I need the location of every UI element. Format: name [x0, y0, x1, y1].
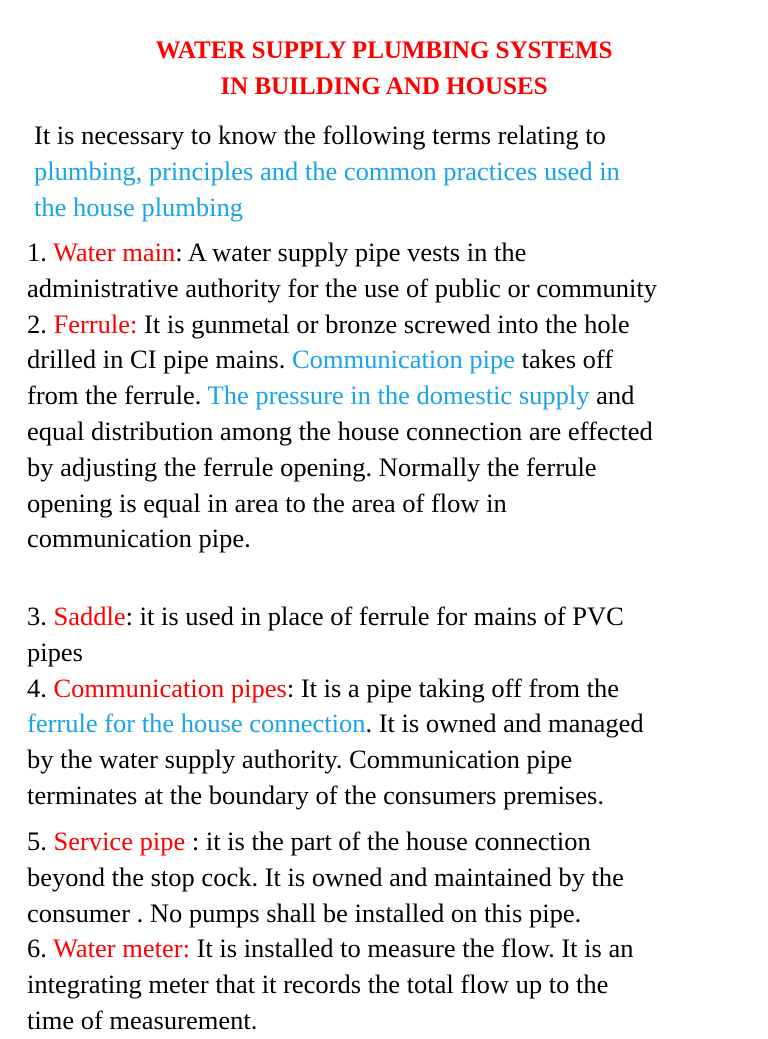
item-text-line	[27, 706, 757, 742]
item-text-line: terminates at the boundary of the consumers premises.	[27, 779, 604, 810]
item-text: It is installed to measure the flow. It is an	[189, 933, 634, 964]
item-text-line: time of measurement.	[27, 1004, 258, 1035]
item-text-line: integrating meter that it records the total flow up to the	[27, 969, 609, 1000]
item-text-line	[27, 378, 757, 414]
document-title-line-1: WATER SUPPLY PLUMBING SYSTEMS	[155, 37, 613, 64]
item-text: It is gunmetal or bronze screwed into the hole	[137, 308, 630, 339]
terms-section-2	[27, 599, 757, 814]
item-saddle	[27, 599, 757, 635]
item-text: : it is used in place of ferrule for mains of PVC	[125, 601, 624, 631]
item-text: . It is owned and managed	[365, 708, 644, 739]
document-title-line-2: IN BUILDING AND HOUSES	[220, 73, 548, 100]
item-water-main	[27, 235, 757, 271]
term-water-meter: Water meter:	[53, 933, 190, 964]
intro-line: It is necessary to know the following terms relating to	[34, 120, 606, 150]
term-communication-pipes: Communication pipes	[53, 672, 287, 703]
item-number: 3.	[27, 601, 54, 631]
item-number: 5.	[27, 826, 54, 856]
term-water-main: Water main	[53, 237, 176, 267]
item-text-line: consumer . No pumps shall be installed on this pipe.	[27, 897, 582, 928]
item-number: 2.	[27, 308, 54, 339]
item-text-line: pipes	[27, 636, 83, 667]
item-number: 4.	[27, 672, 54, 703]
item-text: drilled in CI pipe mains.	[27, 344, 292, 375]
highlight-ferrule-house-connection: ferrule for the house connection	[27, 708, 366, 739]
item-ferrule	[27, 307, 757, 343]
item-text-line: by the water supply authority. Communication pipe	[27, 744, 573, 775]
item-number: 6.	[27, 933, 54, 964]
item-text-line: communication pipe.	[27, 523, 251, 554]
highlight-communication-pipe: Communication pipe	[291, 344, 515, 375]
item-number: 1.	[27, 237, 54, 267]
term-service-pipe: Service pipe	[53, 826, 192, 856]
item-water-meter	[27, 931, 757, 967]
item-text: and	[589, 380, 635, 411]
intro-line-highlight: plumbing, principles and the common practices used in	[34, 155, 620, 186]
item-text: from the ferrule.	[27, 380, 208, 411]
item-text-line: administrative authority for the use of public or community	[27, 272, 657, 303]
item-text: : A water supply pipe vests in the	[175, 237, 527, 267]
intro-paragraph	[34, 118, 764, 225]
item-text: takes off	[514, 344, 614, 375]
highlight-pressure-domestic-supply: The pressure in the domestic supply	[207, 380, 590, 411]
item-text: : it is the part of the house connection	[191, 826, 591, 856]
item-communication-pipes	[27, 671, 757, 707]
item-service-pipe	[27, 824, 757, 860]
item-text-line: equal distribution among the house connection are effected	[27, 415, 653, 446]
terms-section-1	[27, 235, 757, 557]
term-saddle: Saddle	[53, 601, 126, 631]
intro-line-highlight: the house plumbing	[34, 191, 244, 222]
item-text-line: opening is equal in area to the area of flow in	[27, 487, 507, 518]
term-ferrule: Ferrule:	[53, 308, 138, 339]
item-text: : It is a pipe taking off from the	[286, 672, 619, 703]
item-text-line: by adjusting the ferrule opening. Normally the ferrule	[27, 451, 597, 482]
item-text-line: beyond the stop cock. It is owned and maintained by the	[27, 861, 624, 892]
terms-section-3	[27, 824, 757, 1039]
item-text-line	[27, 342, 757, 378]
